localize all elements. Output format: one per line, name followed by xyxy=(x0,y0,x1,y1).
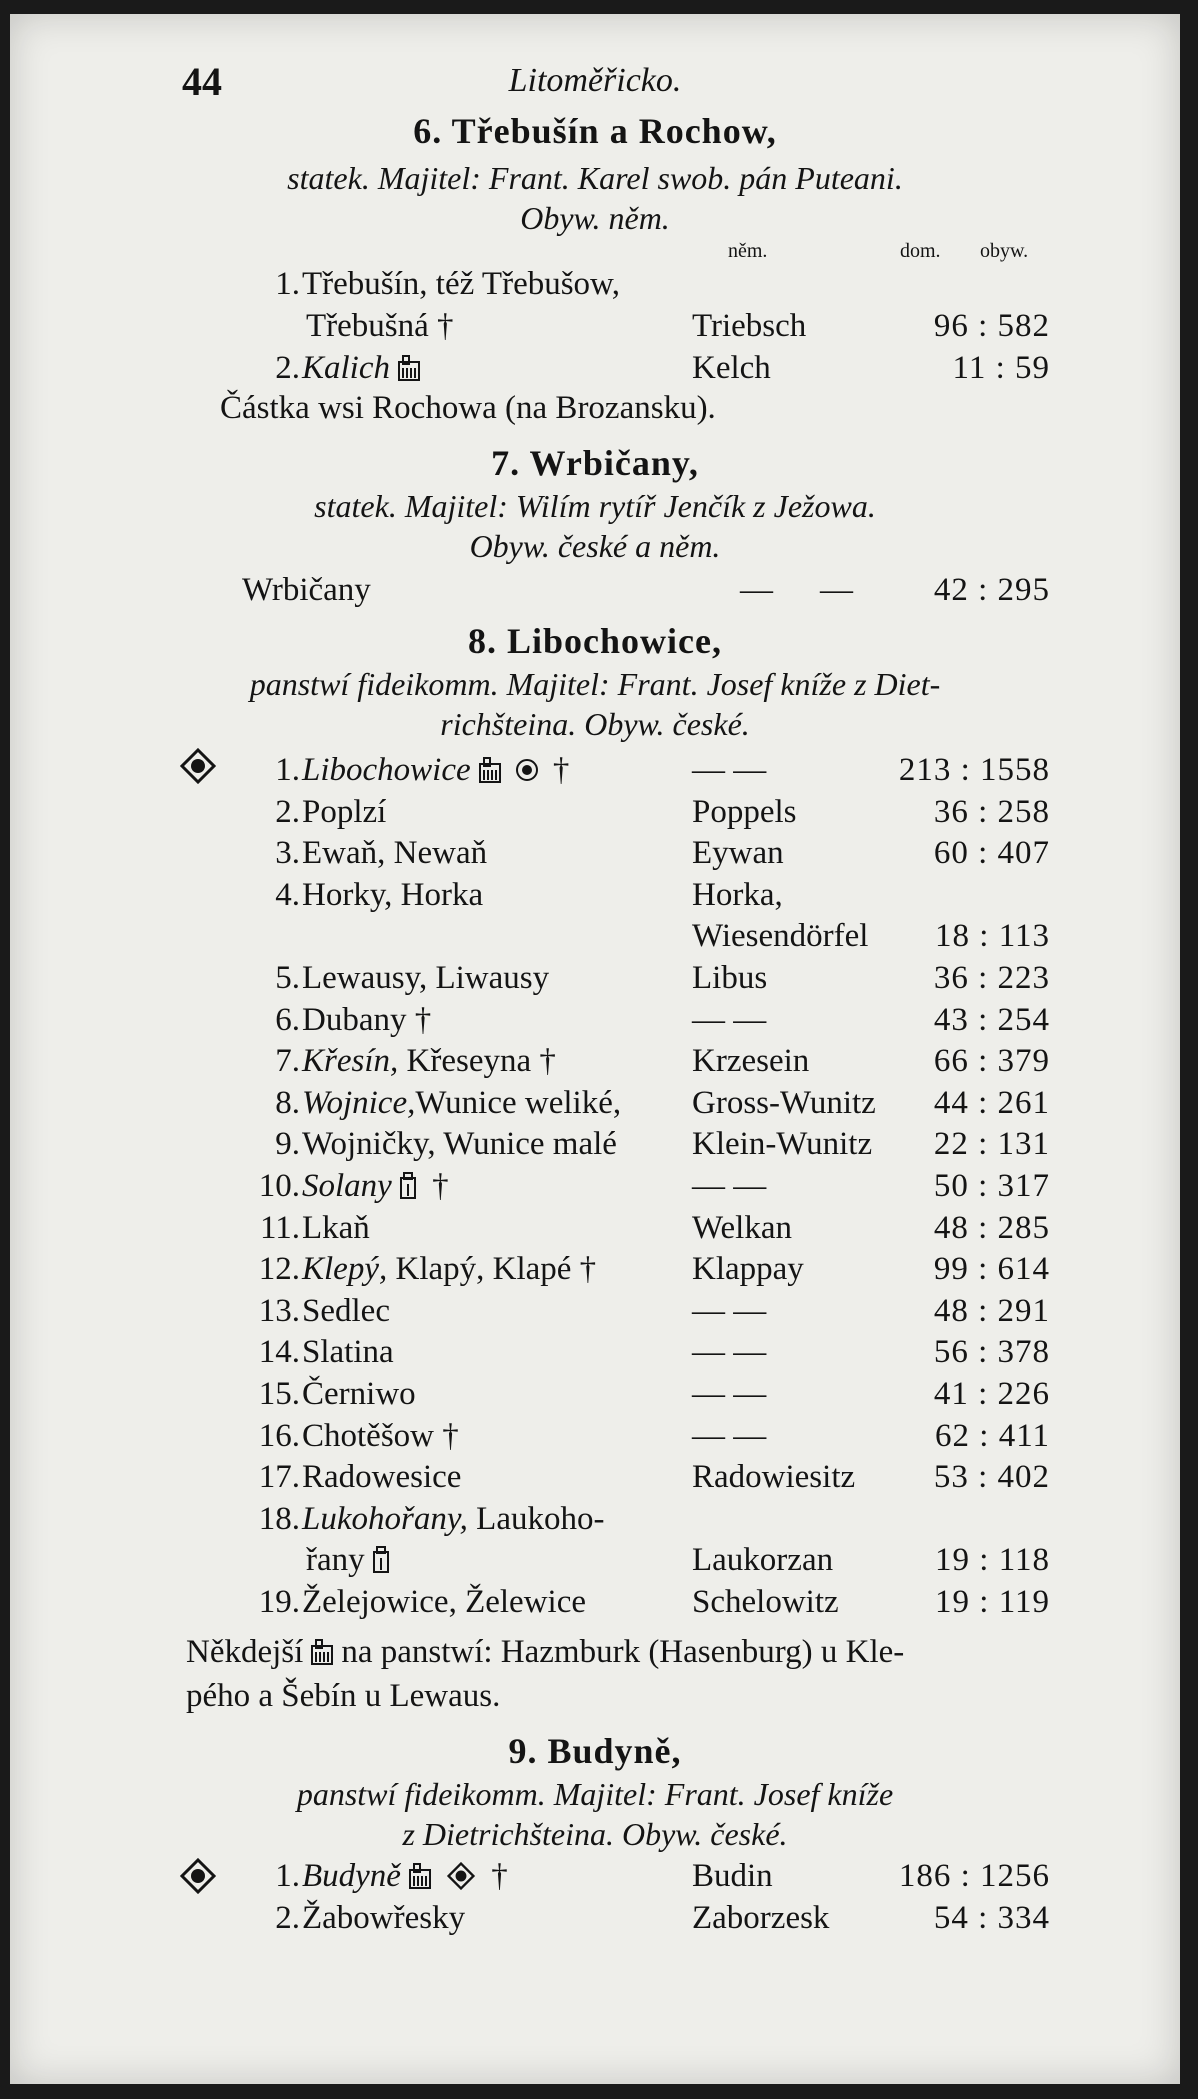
table-row: 11. Lkaň Welkan 48 : 285 xyxy=(259,1210,1050,1246)
deanery-icon xyxy=(445,1862,477,1890)
column-header-german: něm. xyxy=(728,240,768,262)
tower-icon xyxy=(398,1172,418,1200)
table-row: 12. Klepý, Klapý, Klapé † Klappay 99 : 614 xyxy=(258,1251,1050,1287)
page-header xyxy=(10,42,1180,102)
table-row: 14. Slatina — — 56 : 378 xyxy=(258,1334,1050,1370)
table-row: 1. Třebušín, též Třebušow, xyxy=(275,266,620,302)
section-6-owner: statek. Majitel: Frant. Karel swob. pán Puteani. xyxy=(287,160,903,196)
table-row: 5. Lewausy, Liwausy Libus 36 : 223 xyxy=(275,960,1050,996)
table-row: 2. Žabowřesky Zaborzesk 54 : 334 xyxy=(275,1900,1050,1936)
table-row: 13. Sedlec — — 48 : 291 xyxy=(258,1293,1050,1329)
table-row: 9. Wojničky, Wunice malé Klein-Wunitz 22 : 131 xyxy=(275,1126,1050,1162)
column-header-inhabitants: obyw. xyxy=(980,240,1029,262)
section-6-note: Částka wsi Rochowa (na Brozansku). xyxy=(220,390,716,426)
table-row: Třebušná † Triebsch 96 : 582 xyxy=(306,308,1050,344)
table-row: řany Laukorzan 19 : 118 xyxy=(306,1542,1050,1578)
castle-icon xyxy=(309,1638,335,1666)
section-7-heading: 7. Wrbičany, xyxy=(491,443,699,483)
section-7-population: Obyw. české a něm. xyxy=(469,528,721,564)
castle-icon xyxy=(477,756,503,784)
section-8-note-line1: Někdejší na panstwí: Hazmburk (Hasenburg) u Kle- xyxy=(186,1634,905,1670)
section-9-heading: 9. Budyně, xyxy=(508,1731,682,1771)
table-row: 15. Černiwo — — 41 : 226 xyxy=(258,1376,1050,1412)
parish-seal-icon xyxy=(515,756,539,784)
table-row: 18. Lukohořany, Laukoho- xyxy=(258,1501,605,1537)
page-title: Litoměřicko. xyxy=(508,62,682,99)
table-row: 17. Radowesice Radowiesitz 53 : 402 xyxy=(258,1459,1050,1495)
section-8-population: richšteina. Obyw. české. xyxy=(440,706,750,742)
table-row: 1. Budyně † Budin 186 : 1256 xyxy=(275,1858,1050,1894)
table-row: 6. Dubany † — — 43 : 254 xyxy=(275,1002,1050,1038)
section-6-population: Obyw. něm. xyxy=(520,200,670,236)
castle-icon xyxy=(407,1862,433,1890)
tower-icon xyxy=(371,1546,391,1574)
table-row: 4. Horky, Horka Horka, xyxy=(275,877,783,913)
section-9-population: z Dietrichšteina. Obyw. české. xyxy=(402,1816,788,1852)
table-row: 19. Želejowice, Želewice Schelowitz 19 : 119 xyxy=(258,1584,1050,1620)
table-row: 3. Ewaň, Newaň Eywan 60 : 407 xyxy=(275,835,1050,871)
section-8-owner: panstwí fideikomm. Majitel: Frant. Josef kníže z Diet- xyxy=(249,666,941,702)
section-9-owner: panstwí fideikomm. Majitel: Frant. Josef kníže xyxy=(296,1776,894,1812)
column-header-houses: dom. xyxy=(900,240,941,262)
table-row: 2. Kalich Kelch 11 : 59 xyxy=(275,350,1050,386)
table-row: Wrbičany — — 42 : 295 xyxy=(242,572,1050,608)
section-8-note-line2: pého a Šebín u Lewaus. xyxy=(186,1678,501,1714)
table-row: Wiesendörfel 18 : 113 xyxy=(692,918,1050,954)
table-row: 16. Chotěšow † — — 62 : 411 xyxy=(258,1418,1050,1454)
section-7-owner: statek. Majitel: Wilím rytíř Jenčík z Ježowa. xyxy=(314,488,876,524)
page-number: 44 xyxy=(182,59,222,104)
table-row: 10. Solany † — — 50 : 317 xyxy=(258,1168,1050,1204)
section-6-heading: 6. Třebušín a Rochow, xyxy=(413,111,777,151)
section-8-heading: 8. Libochowice, xyxy=(468,621,722,661)
castle-icon xyxy=(396,354,422,382)
table-row: 7. Křesín, Křeseyna † Krzesein 66 : 379 xyxy=(275,1043,1050,1079)
book-page xyxy=(10,14,1180,2084)
table-row: 2. Poplzí Poppels 36 : 258 xyxy=(275,794,1050,830)
table-row: 1. Libochowice † — — 213 : 1558 xyxy=(275,752,1050,788)
table-row: 8. Wojnice,Wunice weliké, Gross-Wunitz 44 : 261 xyxy=(275,1085,1050,1121)
